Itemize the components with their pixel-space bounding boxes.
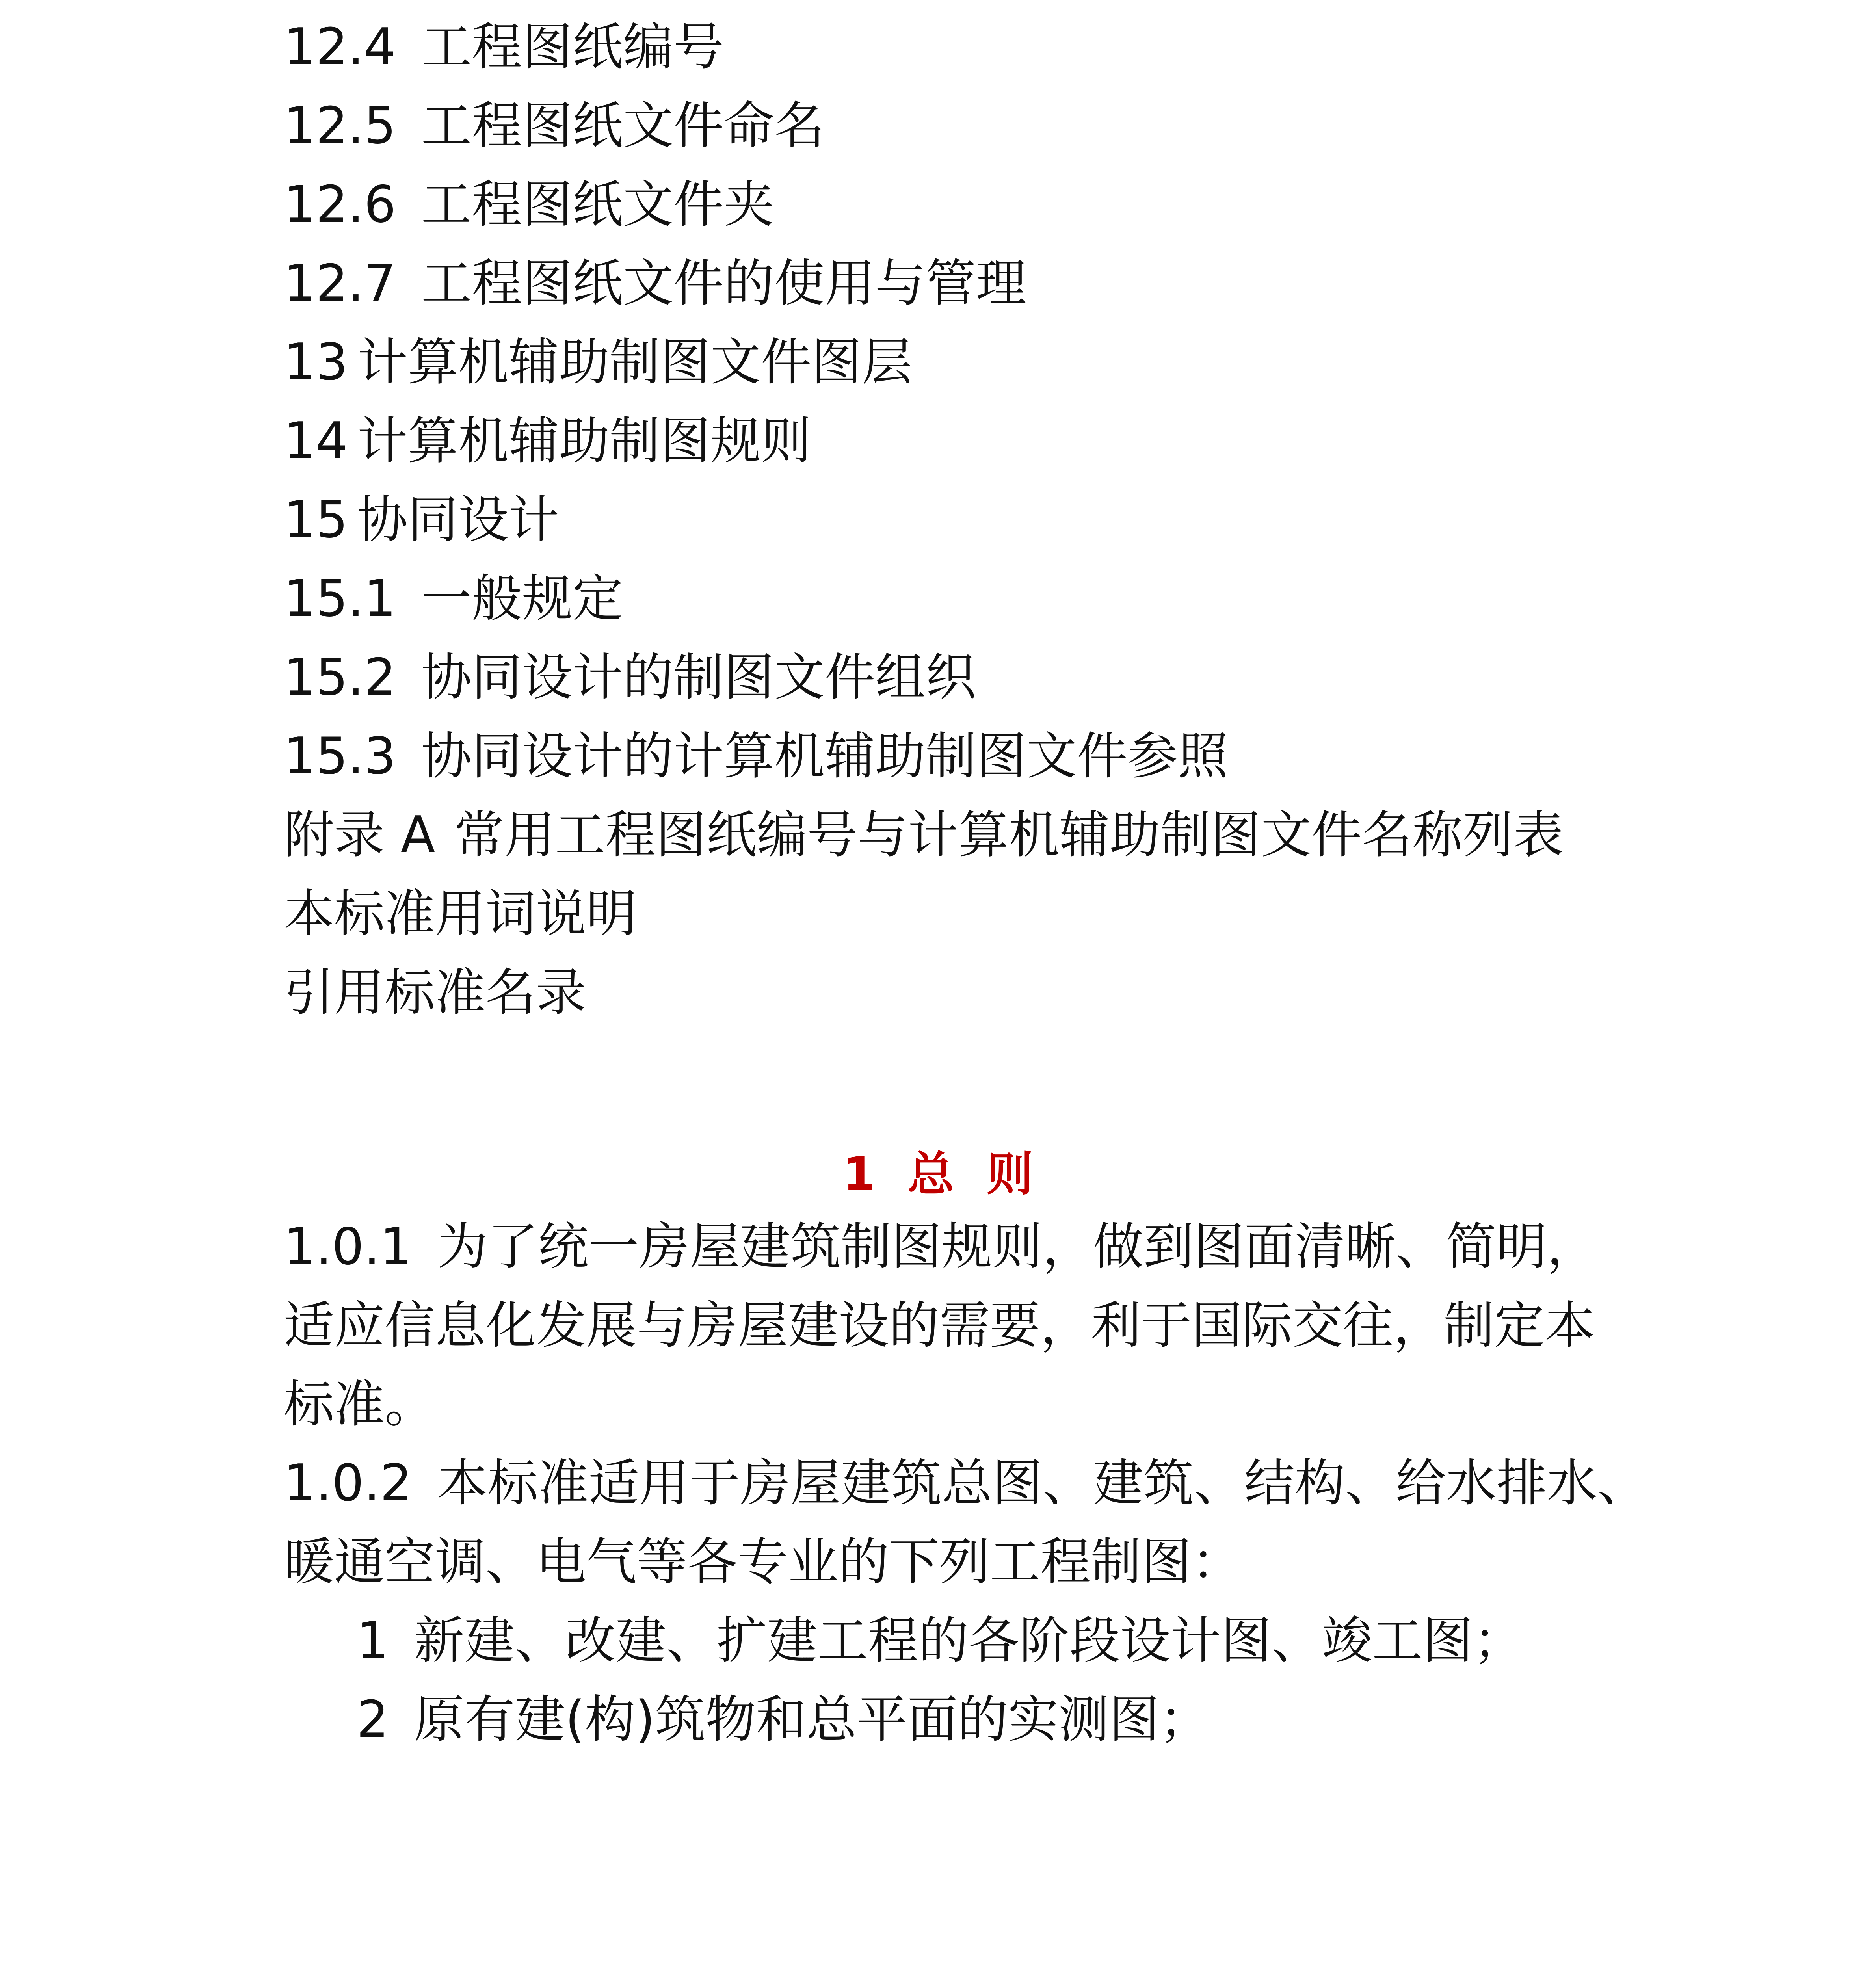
toc-title: 协同设计的计算机辅助制图文件参照 [421,727,1229,786]
clause-line [284,1454,1648,1513]
toc-number: 12.4 [284,18,396,76]
clause-line [284,1217,1597,1277]
clause-line: 标准。 [284,1375,435,1434]
item-text: 原有建(构)筑物和总平面的实测图； [414,1690,1210,1749]
item-text: 新建、改建、扩建工程的各阶段设计图、竣工图； [414,1611,1524,1670]
toc-entry[interactable] [284,885,637,944]
toc-title: 计算机辅助制图规则 [357,412,811,470]
toc-title: 工程图纸文件命名 [421,97,825,155]
toc-entry[interactable] [284,175,774,234]
toc-number: 14 [284,412,348,470]
clause-text: 本标准适用于房屋建筑总图、建筑、结构、给水排水、 [437,1454,1648,1513]
toc-number: 13 [284,333,348,392]
toc-entry[interactable] [284,963,586,1022]
toc-title: 工程图纸编号 [421,18,724,76]
toc-number: 12.7 [284,254,396,313]
toc-title: 一般规定 [421,569,623,628]
toc-title: 工程图纸文件夹 [421,175,775,234]
clause-number: 1.0.1 [284,1217,412,1276]
toc-title: 协同设计的制图文件组织 [421,648,976,707]
toc-title: 常用工程图纸编号与计算机辅助制图文件名称列表 [454,806,1564,864]
toc-title: 计算机辅助制图文件图层 [357,333,912,392]
toc-entry[interactable] [284,18,724,77]
toc-entry[interactable] [284,727,1228,786]
item-number: 2 [357,1690,389,1749]
clause-line: 暖通空调、电气等各专业的下列工程制图： [284,1533,1242,1591]
toc-entry[interactable] [284,97,825,156]
toc-number: 12.5 [284,97,396,155]
toc-entry[interactable] [284,254,1026,313]
toc-number: 15.1 [284,569,396,628]
list-item [357,1690,1210,1749]
toc-entry[interactable] [284,333,912,392]
toc-title: 协同设计 [357,491,559,549]
toc-entry[interactable] [284,569,623,628]
toc-number: 12.6 [284,175,396,234]
toc-number: 15 [284,491,348,549]
toc-number: 15.2 [284,648,396,707]
toc-entry[interactable] [284,806,1564,865]
clause-text: 为了统一房屋建筑制图规则，做到图面清晰、简明， [437,1217,1597,1276]
toc-number: 15.3 [284,727,396,786]
toc-entry[interactable] [284,491,559,550]
list-item [357,1611,1523,1671]
toc-title: 引用标准名录 [284,963,587,1022]
toc-entry[interactable] [284,648,976,707]
toc-title: 工程图纸文件的使用与管理 [421,254,1027,313]
toc-number: 附录 A [284,806,435,864]
clause-line: 适应信息化发展与房屋建设的需要，利于国际交往，制定本 [284,1296,1595,1355]
chapter-heading: 1 总 则 [843,1147,1033,1201]
toc-title: 本标准用词说明 [284,885,637,943]
clause-number: 1.0.2 [284,1454,412,1513]
item-number: 1 [357,1611,389,1670]
toc-entry[interactable] [284,412,811,471]
